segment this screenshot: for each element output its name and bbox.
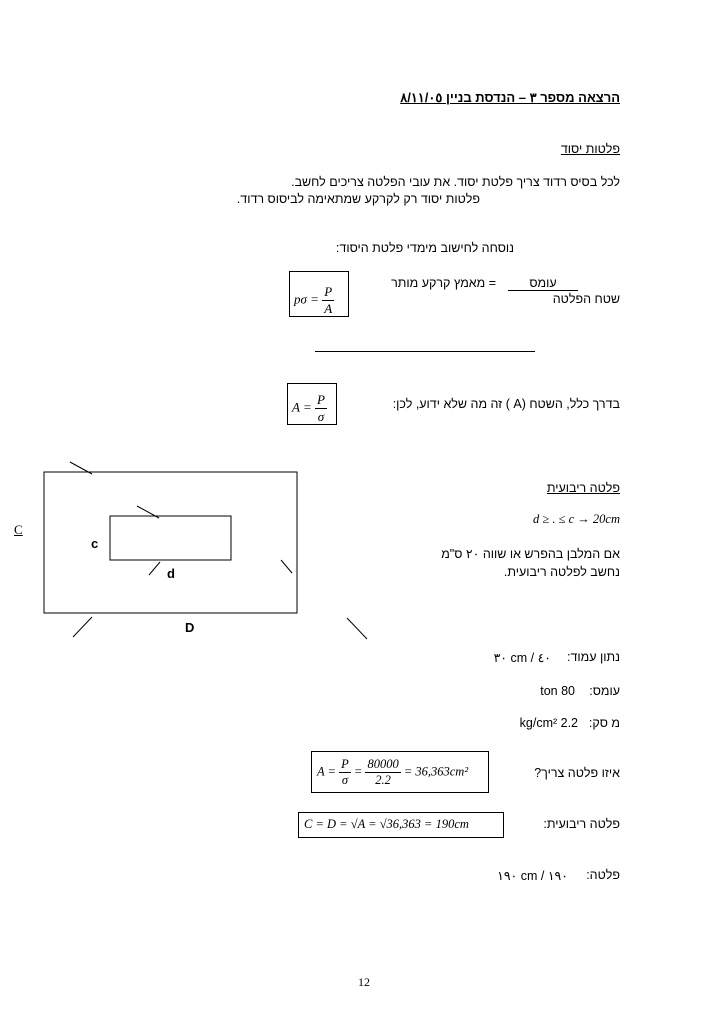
square-calc-box bbox=[298, 812, 504, 838]
diagonal-line-5 bbox=[73, 617, 92, 637]
given-column-value: ٣٠ cm / ٤٠ bbox=[493, 651, 551, 665]
plate-result-label: פלטה: bbox=[586, 868, 620, 882]
area-numerator: P bbox=[316, 392, 325, 407]
diagonal-line-4 bbox=[281, 560, 292, 573]
square-plate-note-2: נחשב לפלטה ריבועית. bbox=[503, 565, 620, 579]
formula-numerator-word: עומס bbox=[508, 276, 578, 291]
label-C: C bbox=[14, 522, 23, 537]
page-number: 12 bbox=[358, 975, 370, 989]
outer-plate-rect bbox=[44, 472, 297, 613]
formula-sigma: σ bbox=[300, 291, 307, 307]
square-plate-note-1: אם המלבן בהפרש או שווה ٢٠ ס"מ bbox=[441, 547, 620, 561]
fraction-denominator: A bbox=[324, 301, 333, 316]
formula-denominator-word: שטח הפלטה bbox=[552, 292, 620, 306]
plate-result-value: ١٩٠ cm / ١٩٠ bbox=[497, 869, 568, 883]
calc-f1-num: P bbox=[341, 757, 349, 771]
calc-f1-den: σ bbox=[339, 772, 351, 788]
formula-intro: נוסחה לחישוב מימדי פלטת היסוד: bbox=[335, 241, 514, 255]
formula-eq: = bbox=[310, 291, 319, 307]
label-d: d bbox=[167, 566, 175, 581]
square-plate-heading: פלטה ריבועית bbox=[546, 481, 620, 495]
given-load-label: עומס: bbox=[589, 684, 620, 698]
calc-fraction-2 bbox=[365, 757, 400, 788]
calc-lhs: A = bbox=[317, 764, 336, 779]
paragraph-line-2: פלטות יסוד רק לקרקע שמתאימה לביסוס רדוד. bbox=[236, 192, 480, 206]
calc-question: איזו פלטה צריך? bbox=[534, 766, 620, 780]
formula-equals-text: = מאמץ קרקע מותר bbox=[391, 276, 496, 290]
formula-prefix: p bbox=[294, 291, 301, 307]
fraction-numerator: P bbox=[324, 284, 333, 299]
area-calc-box: A = $\frac{P}{\sigma}$ = $\frac{80000}{2.2}$ = 36,363cm² bbox=[311, 751, 489, 793]
calc-result: = 36,363cm² bbox=[403, 764, 469, 779]
given-column-label: נתון עמוד: bbox=[567, 650, 620, 664]
calc-f2-num: 80000 bbox=[367, 757, 399, 771]
square-plate-condition: d ≥ . ≤ c → 20cm bbox=[533, 512, 620, 526]
page-title: הרצאה מספר ٣ – הנדסת בניין ٨/١١/٠٥ bbox=[400, 90, 620, 105]
paragraph-line-1: לכל בסיס רדוד צריך פלטת יסוד. את עובי הפלטה צריכים לחשב. bbox=[291, 175, 620, 189]
square-calc-formula: C = D = √A = √36,363 = 190cm bbox=[304, 817, 469, 831]
given-load-value: ton 80 bbox=[540, 684, 575, 698]
diagonal-line-3 bbox=[149, 562, 160, 575]
area-lhs: A = bbox=[292, 399, 312, 415]
calc-fraction-1 bbox=[339, 757, 351, 788]
label-D: D bbox=[185, 620, 195, 635]
given-stress-label: מ סק: bbox=[588, 716, 620, 730]
section-heading-foundation-plates: פלטות יסוד bbox=[560, 142, 620, 156]
diagonal-line-6 bbox=[347, 618, 367, 639]
square-calc-label: פלטה ריבועית: bbox=[543, 817, 620, 831]
area-denominator: σ bbox=[315, 408, 327, 425]
given-stress-value: kg/cm² 2.2 bbox=[519, 716, 578, 730]
calc-f2-den: 2.2 bbox=[365, 772, 400, 788]
label-c: c bbox=[91, 536, 99, 551]
inner-column-rect bbox=[110, 516, 231, 560]
area-explanation: בדרך כלל, השטח (A ) זה מה שלא ידוע, לכן: bbox=[392, 397, 620, 411]
